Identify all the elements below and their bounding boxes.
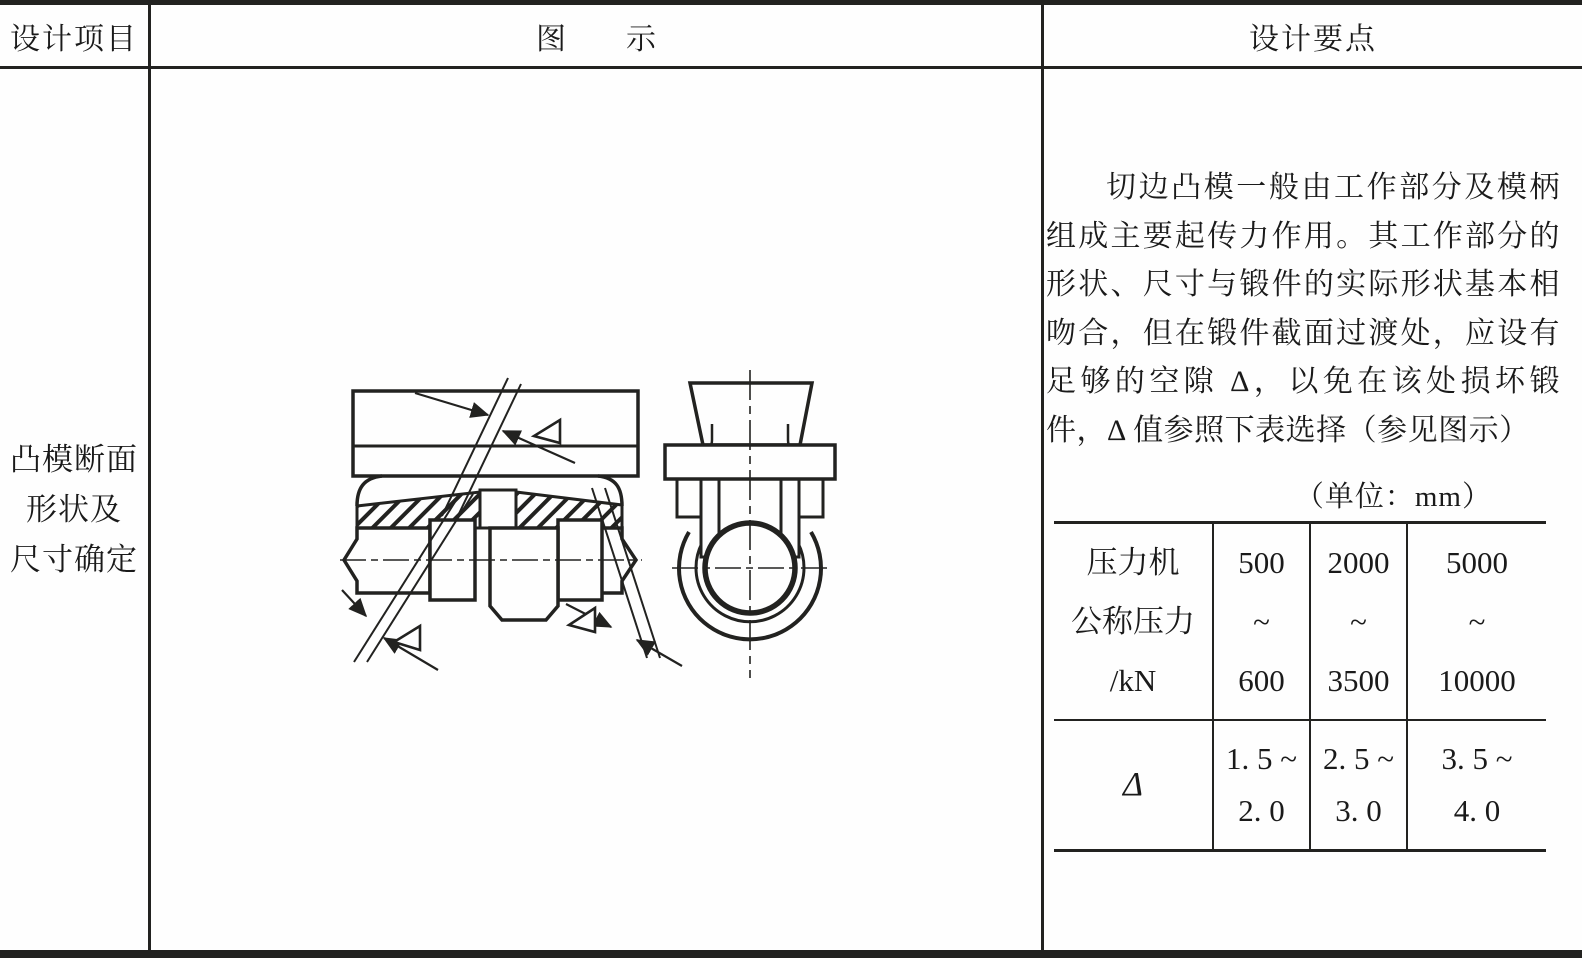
range-value: 10000: [1438, 663, 1516, 698]
delta-value-line: 3. 5 ~: [1441, 741, 1513, 776]
header-design-item: [0, 5, 148, 66]
range-value: 3500: [1327, 663, 1390, 698]
header-row-divider: [0, 66, 1582, 69]
design-item-line: 形状及: [26, 492, 122, 527]
delta-row: [1054, 721, 1546, 849]
press-header-line: /kN: [1109, 663, 1157, 698]
range-tilde: ~: [1350, 604, 1367, 639]
range-value: 2000: [1327, 545, 1390, 580]
taper-shank: [690, 383, 812, 445]
range-tilde: ~: [1253, 604, 1270, 639]
range-value: 500: [1238, 545, 1285, 580]
forging-center-block: [490, 528, 558, 620]
delta-value-line: 2. 5 ~: [1322, 741, 1395, 776]
delta-symbol: Δ: [1123, 766, 1143, 803]
delta-value-cell: [1309, 721, 1406, 849]
press-pressure-header-cell: [1054, 524, 1212, 719]
delta-value-cell: [1406, 721, 1546, 849]
range-value: 600: [1238, 663, 1285, 698]
punch-right-tab: [799, 479, 823, 517]
header-key-points-label: 设计要点: [1249, 22, 1377, 56]
punch-side-view: [665, 370, 835, 678]
range-tilde: ~: [1468, 604, 1486, 639]
press-pressure-row: [1054, 524, 1546, 721]
column-divider-1: [148, 0, 151, 958]
punch-center-neck: [480, 490, 516, 528]
header-key-points: [1044, 5, 1582, 66]
header-design-item-label: 设计项目: [10, 22, 138, 56]
delta-value-table: [1054, 521, 1546, 852]
punch-section-view: [340, 378, 682, 670]
delta-value-line: 2. 0: [1238, 793, 1285, 828]
design-item-line: 尺寸确定: [10, 542, 138, 577]
press-range-cell: [1309, 524, 1406, 719]
design-item-label: [0, 70, 148, 950]
press-range-cell: [1212, 524, 1309, 719]
key-points-paragraph: 切边凸模一般由工作部分及模柄组成主要起传力作用。其工作部分的形状、尺寸与锻件的实际形状基本相吻合，但在锻件截面过渡处，应设有足够的空隙 Δ，以免在该处损坏锻件，Δ 值参照下表选择（参见图示）: [1046, 171, 1560, 447]
header-illustration-label: 图 示: [536, 22, 656, 56]
delta-value-line: 3. 0: [1335, 793, 1382, 828]
header-illustration: [151, 5, 1041, 66]
delta-value-cell: [1212, 721, 1309, 849]
range-value: 5000: [1446, 545, 1508, 580]
units-note: （单位：mm）: [1294, 481, 1492, 513]
punch-left-fillet: [357, 476, 382, 506]
press-header-line: 压力机: [1086, 545, 1180, 580]
table-bottom-border: [0, 950, 1582, 958]
delta-label-cell: [1054, 721, 1212, 849]
press-header-line: 公称压力: [1071, 604, 1195, 639]
delta-value-line: 1. 5 ~: [1225, 741, 1298, 776]
delta-value-line: 4. 0: [1453, 793, 1501, 828]
column-divider-2: [1041, 0, 1044, 958]
punch-left-tab: [677, 479, 701, 517]
press-range-cell: [1406, 524, 1546, 719]
illustration-area: [340, 368, 900, 680]
design-item-line: 凸模断面: [10, 442, 138, 477]
